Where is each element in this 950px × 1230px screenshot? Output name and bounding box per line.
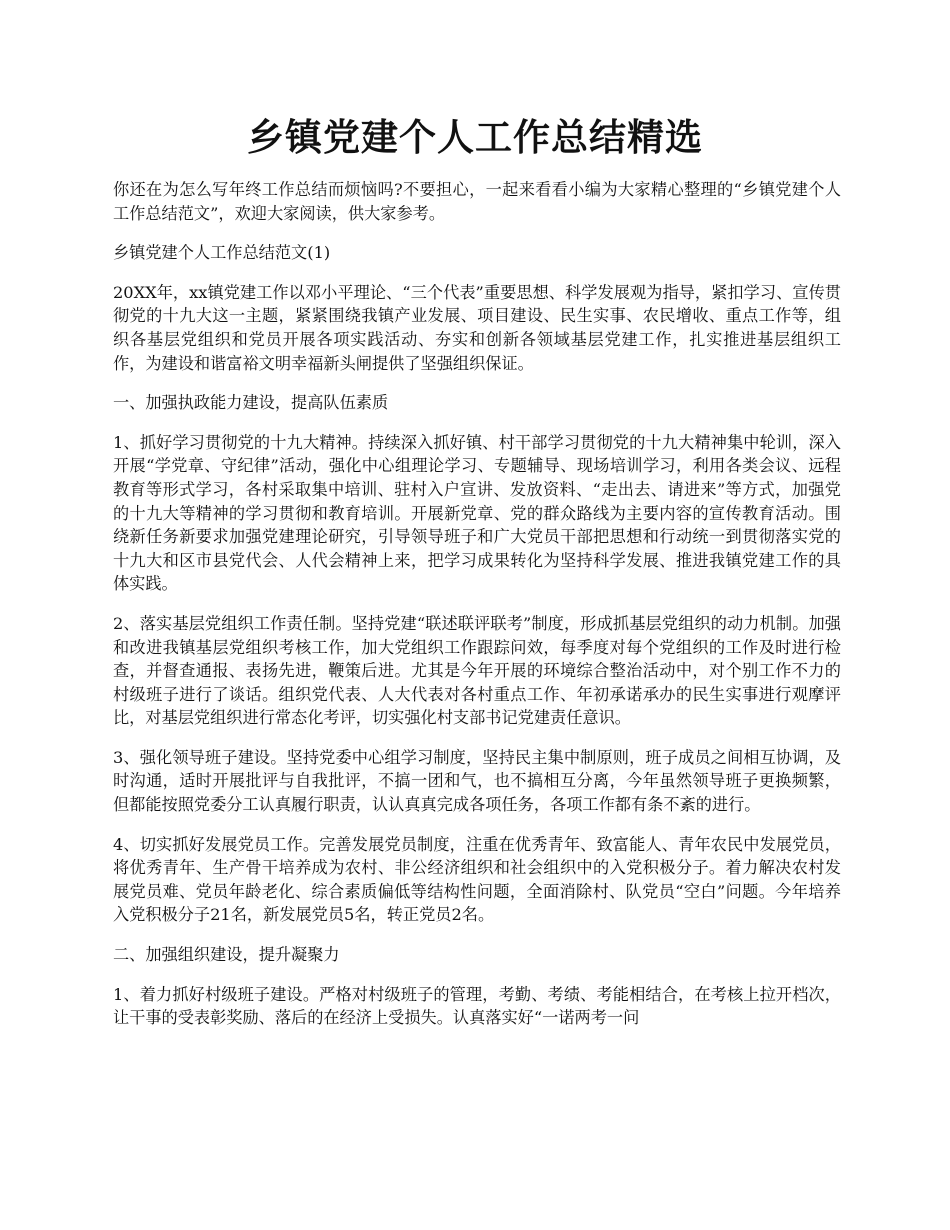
document-body bbox=[113, 178, 841, 1046]
intro-paragraph: 你还在为怎么写年终工作总结而烦恼吗?不要担心，一起来看看小编为大家精心整理的“乡镇党建个人工作总结范文”，欢迎大家阅读，供大家参考。 bbox=[113, 180, 841, 223]
section-heading: 一、加强执政能力建设，提高队伍素质 bbox=[113, 393, 389, 413]
body-paragraph: 1、抓好学习贯彻党的十九大精神。持续深入抓好镇、村干部学习贯彻党的十九大精神集中轮训，深入开展“学党章、守纪律”活动，强化中心组理论学习、专题辅导、现场培训学习，利用各类会议、远程教育等形式学习，各村采取集中培训、驻村入户宣讲、发放资料、“走出去、请进来”等方式，加强党的十九大等精神的学习贯彻和教育培训。开展新党章、党的群众路线为主要内容的宣传教育活动。围绕新任务新要求加强党建理论研究，引导领导班子和广大党员干部把思想和行动统一到贯彻落实党的十九大和区市县党代会、人代会精神上来，把学习成果转化为坚持科学发展、推进我镇党建工作的具体实践。 bbox=[113, 432, 841, 594]
body-paragraph: 2、落实基层党组织工作责任制。坚持党建“联述联评联考”制度，形成抓基层党组织的动力机制。加强和改进我镇基层党组织考核工作，加大党组织工作跟踪问效，每季度对每个党组织的工作及时进行检查，并督查通报、表扬先进，鞭策后进。尤其是今年开展的环境综合整治活动中，对个别工作不力的村级班子进行了谈话。组织党代表、人大代表对各村重点工作、年初承诺承办的民生实事进行观摩评比，对基层党组织进行常态化考评，切实强化村支部书记党建责任意识。 bbox=[113, 613, 841, 728]
document-title: 乡镇党建个人工作总结精选 bbox=[247, 115, 703, 159]
body-paragraph: 1、着力抓好村级班子建设。严格对村级班子的管理，考勤、考绩、考能相结合，在考核上拉开档次，让干事的受表彰奖励、落后的在经济上受损失。认真落实好“一诺两考一问 bbox=[113, 984, 841, 1028]
body-paragraph: 4、切实抓好发展党员工作。完善发展党员制度，注重在优秀青年、致富能人、青年农民中发展党员，将优秀青年、生产骨干培养成为农村、非公经济组织和社会组织中的入党积极分子。着力解决农村发展党员难、党员年龄老化、综合素质偏低等结构性问题，全面消除村、队党员“空白”问题。今年培养入党积极分子21名，新发展党员5名，转正党员2名。 bbox=[113, 834, 841, 925]
body-paragraph: 3、强化领导班子建设。坚持党委中心组学习制度，坚持民主集中制原则，班子成员之间相互协调，及时沟通，适时开展批评与自我批评，不搞一团和气，也不搞相互分离，今年虽然领导班子更换频繁，但都能按照党委分工认真履行职责，认认真真完成各项任务，各项工作都有条不紊的进行。 bbox=[113, 747, 841, 815]
section-heading: 乡镇党建个人工作总结范文(1) bbox=[113, 243, 331, 263]
section-heading: 二、加强组织建设，提升凝聚力 bbox=[113, 945, 340, 965]
body-paragraph: 20XX年，xx镇党建工作以邓小平理论、“三个代表”重要思想、科学发展观为指导，紧扣学习、宣传贯彻党的十九大这一主题，紧紧围绕我镇产业发展、项目建设、民生实事、农民增收、重点工作等，组织各基层党组织和党员开展各项实践活动、夯实和创新各领域基层党建工作，扎实推进基层组织工作，为建设和谐富裕文明幸福新头闸提供了坚强组织保证。 bbox=[113, 282, 841, 373]
